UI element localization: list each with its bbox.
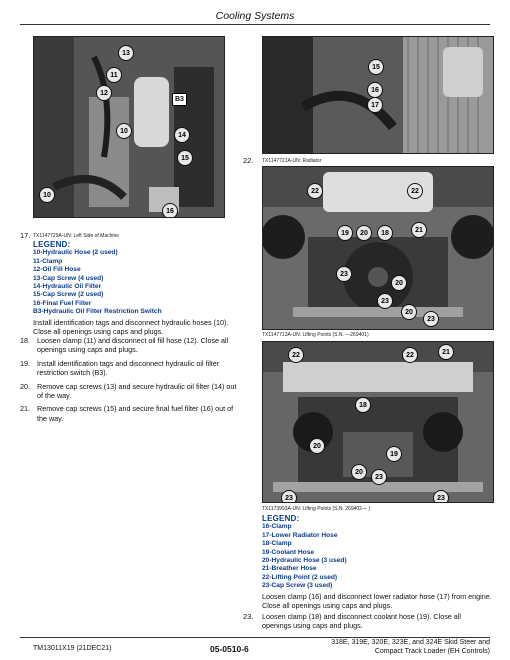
callout: 18	[355, 397, 371, 413]
callout: 20	[309, 438, 325, 454]
callout: 19	[386, 446, 402, 462]
legend-item: 19-Coolant Hose	[262, 548, 315, 556]
figure-lifting-points-photo-2	[262, 341, 494, 503]
step-19	[20, 359, 242, 378]
callout: 14	[174, 127, 190, 143]
step-text: Remove cap screws (13) and secure hydraulic oil filter (14) out of the way.	[37, 381, 237, 401]
step-text: Remove cap screws (15) and secure final fuel filter (16) out of the way.	[37, 404, 234, 423]
callout: 22	[407, 183, 423, 199]
footer-doc-id: TM13011X19 (21DEC21)	[33, 645, 112, 652]
legend-item: 17-Lower Radiator Hose	[262, 531, 338, 539]
legend-item: 21-Breather Hose	[262, 565, 317, 573]
figure-lifting-points-photo-1	[262, 166, 494, 330]
step-18	[20, 336, 242, 355]
page-title: Cooling Systems	[215, 10, 295, 22]
footer-page-number: 05-0510-6	[210, 644, 249, 654]
callout: 20	[391, 275, 407, 291]
callout: 20	[351, 464, 367, 480]
callout: 13	[118, 45, 134, 61]
step-20	[20, 382, 242, 401]
legend-item: 23-Cap Screw (3 used)	[262, 582, 333, 590]
callout: 22	[307, 183, 323, 199]
legend-block	[33, 240, 243, 336]
legend-item: 20-Hydraulic Hose (3 used)	[262, 557, 347, 565]
callout: 10	[116, 123, 132, 139]
figure-caption: TX1147713A-UN: Lifting Points (S.N. —269401)	[262, 332, 369, 338]
step-text: Loosen clamp (18) and disconnect coolant hose (19). Close all openings using caps and plugs.	[262, 612, 461, 631]
legend-item: 16-Final Fuel Filter	[33, 299, 92, 307]
legend-item: 14-Hydraulic Oil Filter	[33, 283, 102, 291]
step-number: 18.	[20, 336, 30, 345]
callout: 20	[356, 225, 372, 241]
callout: 21	[411, 222, 427, 238]
legend-item: B3-Hydraulic Oil Filter Restriction Switch	[33, 308, 162, 316]
callout: 23	[377, 293, 393, 309]
b3-tag: B3	[172, 93, 187, 106]
figure-radiator-photo	[262, 36, 494, 154]
callout: 22	[288, 347, 304, 363]
legend-block	[262, 514, 492, 610]
callout: 16	[367, 82, 383, 98]
figure-caption: TX1173993A-UN: Lifting Points (S.N. 269402— )	[262, 506, 371, 512]
legend-item: 13-Cap Screw (4 used)	[33, 274, 104, 282]
step-text: Loosen clamp (11) and disconnect oil fill hose (12). Close all openings using caps and plugs.	[37, 336, 229, 355]
callout: 16	[162, 203, 178, 218]
step-number: 19.	[20, 358, 30, 368]
step-number: 23.	[243, 612, 254, 621]
callout: 23	[281, 490, 297, 503]
footer-models-line2: Compact Track Loader (EH Controls)	[374, 647, 490, 655]
legend-item: 16-Clamp	[262, 523, 292, 531]
legend-item: 12-Oil Fill Hose	[33, 266, 81, 274]
callout: 22	[402, 347, 418, 363]
legend-item: 22-Lifting Point (2 used)	[262, 573, 338, 581]
legend-item: 10-Hydraulic Hose (2 used)	[33, 249, 118, 257]
legend-title: LEGEND:	[262, 514, 300, 523]
callout: 18	[377, 225, 393, 241]
legend-item: 11-Clamp	[33, 257, 63, 265]
legend-title: LEGEND:	[33, 240, 71, 249]
callout: 10	[39, 187, 55, 203]
legend-item: 18-Clamp	[262, 540, 292, 548]
footer-machine-models	[300, 639, 490, 656]
step-21	[20, 404, 242, 423]
callout: 23	[371, 469, 387, 485]
callout: 20	[401, 304, 417, 320]
step-number: 17.	[20, 231, 31, 240]
callout: 11	[106, 67, 122, 83]
step-text: Install identification tags and disconnect hydraulic hoses (10). Close all openings using caps and plugs.	[33, 317, 229, 337]
callout: 17	[367, 97, 383, 113]
callout: 15	[368, 59, 384, 75]
callout: 21	[438, 344, 454, 360]
step-number: 21.	[20, 404, 30, 414]
header-rule	[20, 24, 490, 25]
step-number: 20.	[20, 381, 30, 391]
callout: 23	[336, 266, 352, 282]
callout: 19	[337, 225, 353, 241]
callout: 23	[433, 490, 449, 503]
step-text: Install identification tags and disconnect hydraulic oil filter restriction switch (B3).	[37, 358, 220, 378]
step-text: Loosen clamp (16) and disconnect lower radiator hose (17) from engine. Close all openings using caps and plugs.	[262, 591, 492, 611]
figure-caption: TX1147721A-UN: Radiator	[262, 158, 322, 164]
steps-list	[20, 336, 242, 427]
figure-left-side-photo	[33, 36, 225, 218]
figure-caption: TX1147729A-UN: Left Side of Machine	[33, 233, 120, 239]
footer-models-line1: 318E, 319E, 320E, 323E, and 324E Skid Steer and	[331, 639, 490, 646]
callout: 12	[96, 85, 112, 101]
footer-rule	[20, 637, 490, 638]
callout: 15	[177, 150, 193, 166]
callout: 23	[423, 311, 439, 327]
legend-item: 15-Cap Screw (2 used)	[33, 291, 104, 299]
step-number: 22.	[243, 156, 254, 165]
